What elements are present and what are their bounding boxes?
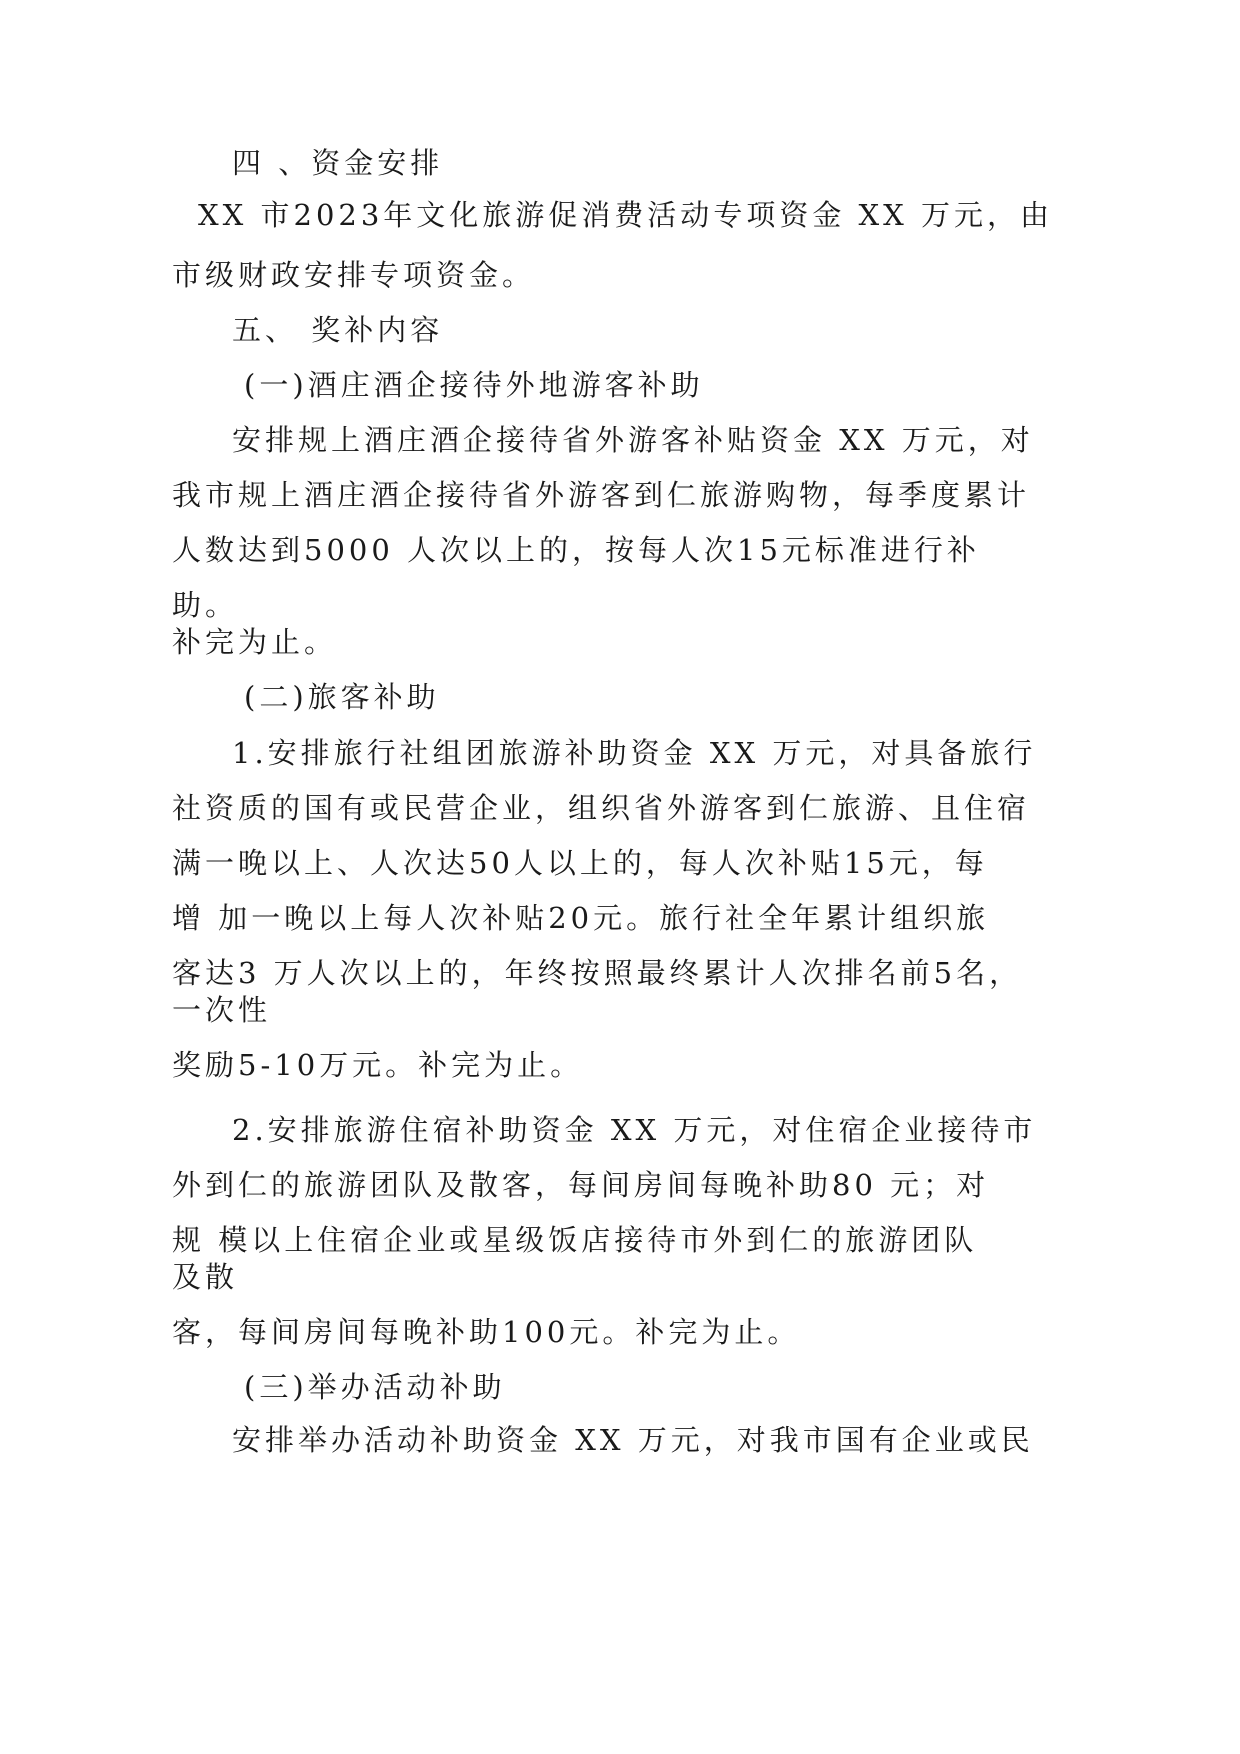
body-line: 市级财政安排专项资金。	[172, 258, 536, 292]
body-line: 安排规上酒庄酒企接待省外游客补贴资金 XX 万元，对	[232, 423, 1034, 457]
body-line: 规 模以上住宿企业或星级饭店接待市外到仁的旅游团队	[172, 1223, 978, 1257]
body-line: 奖励5-10万元。补完为止。	[172, 1048, 584, 1082]
section-heading-funding: 四 、资金安排	[232, 146, 444, 180]
body-line: 社资质的国有或民营企业，组织省外游客到仁旅游、且住宿	[172, 791, 1031, 825]
body-line: 及散	[172, 1260, 239, 1294]
subsection-heading-events: (三)举办活动补助	[244, 1370, 506, 1404]
body-line: 助。	[172, 588, 239, 622]
body-line: 增 加一晚以上每人次补贴20元。旅行社全年累计组织旅	[172, 901, 990, 935]
body-line: 人数达到5000 人次以上的，按每人次15元标准进行补	[172, 533, 980, 567]
body-line: 客，每间房间每晚补助100元。补完为止。	[172, 1315, 801, 1349]
body-line: 外到仁的旅游团队及散客，每间房间每晚补助80 元；对	[172, 1168, 990, 1202]
body-line: 安排举办活动补助资金 XX 万元，对我市国有企业或民	[232, 1423, 1034, 1457]
body-line: 客达3 万人次以上的，年终按照最终累计人次排名前5名，	[172, 956, 1023, 990]
section-heading-subsidy: 五、 奖补内容	[232, 313, 444, 347]
body-line: 一次性	[172, 993, 272, 1027]
body-line: 我市规上酒庄酒企接待省外游客到仁旅游购物，每季度累计	[172, 478, 1031, 512]
body-line: XX 市2023年文化旅游促消费活动专项资金 XX 万元，由	[198, 198, 1054, 232]
body-line: 2.安排旅游住宿补助资金 XX 万元，对住宿企业接待市	[232, 1113, 1037, 1147]
body-line: 补完为止。	[172, 625, 338, 659]
subsection-heading-winery: (一)酒庄酒企接待外地游客补助	[244, 368, 704, 402]
subsection-heading-traveler: (二)旅客补助	[244, 680, 440, 714]
body-line: 1.安排旅行社组团旅游补助资金 XX 万元，对具备旅行	[232, 736, 1037, 770]
body-line: 满一晚以上、人次达50人以上的，每人次补贴15元，每	[172, 846, 988, 880]
